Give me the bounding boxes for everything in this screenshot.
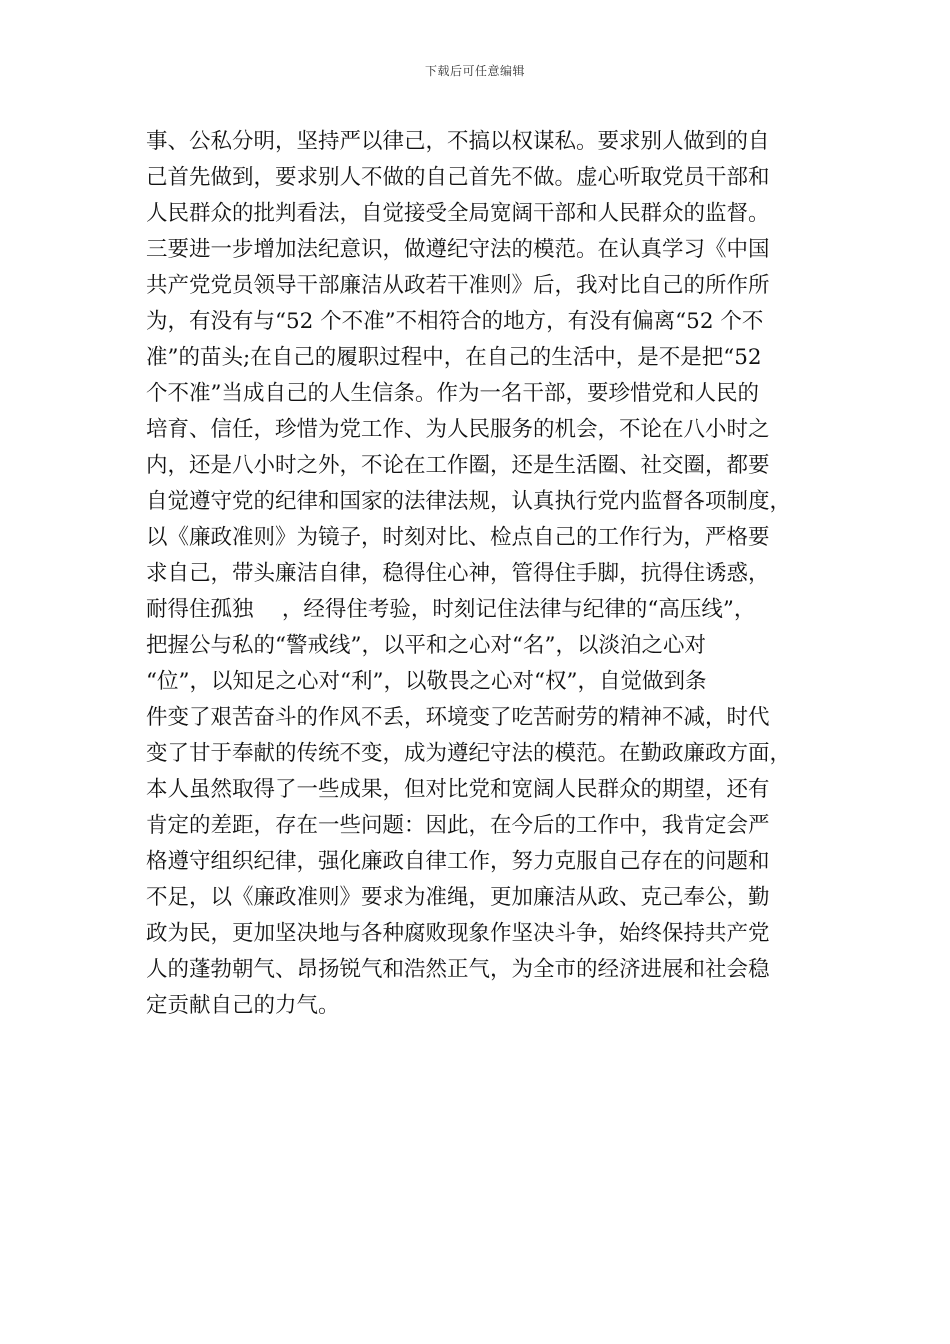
- text-line: 求自己，带头廉洁自律，稳得住心神，管得住手脚，抗得住诱惑，: [146, 561, 770, 586]
- text-line: 不足，以《廉政准则》要求为准绳，更加廉洁从政、克己奉公，勤: [146, 885, 770, 910]
- text-line: 定贡献自己的力气。: [146, 993, 340, 1018]
- text-line: 变了甘于奉献的传统不变，成为遵纪守法的模范。在勤政廉政方面，: [146, 741, 792, 766]
- body-paragraph: [146, 124, 826, 1024]
- text-line: “位”，以知足之心对“利”，以敬畏之心对“权”，自觉做到条: [146, 669, 707, 694]
- text-line: 格遵守组织纪律，强化廉政自律工作，努力克服自己存在的问题和: [146, 849, 770, 874]
- text-line: 自觉遵守党的纪律和国家的法律法规，认真执行党内监督各项制度，: [146, 489, 792, 514]
- text-line: 耐得住孤独 ，经得住考验，时刻记住法律与纪律的“高压线”，: [146, 597, 756, 622]
- text-line: 本人虽然取得了一些成果，但对比党和宽阔人民群众的期望，还有: [146, 777, 770, 802]
- text-line: 内，还是八小时之外，不论在工作圈，还是生活圈、社交圈，都要: [146, 453, 770, 478]
- text-line: 己首先做到，要求别人不做的自己首先不做。虚心听取党员干部和: [146, 165, 770, 190]
- text-line: 以《廉政准则》为镜子，时刻对比、检点自己的工作行为，严格要: [146, 525, 770, 550]
- text-line: 把握公与私的“警戒线”，以平和之心对“名”，以淡泊之心对: [146, 633, 706, 658]
- page-header: 下载后可任意编辑: [424, 64, 525, 78]
- text-line: 人民群众的批判看法，自觉接受全局宽阔干部和人民群众的监督。: [146, 201, 770, 226]
- text-line: 准”的苗头;在自己的履职过程中，在自己的生活中，是不是把“52: [146, 345, 762, 370]
- text-line: 共产党党员领导干部廉洁从政若干准则》后，我对比自己的所作所: [146, 273, 770, 298]
- text-line: 个不准”当成自己的人生信条。作为一名干部，要珍惜党和人民的: [146, 381, 759, 406]
- text-line: 肯定的差距，存在一些问题：因此，在今后的工作中，我肯定会严: [146, 813, 770, 838]
- text-line: 人的蓬勃朝气、昂扬锐气和浩然正气，为全市的经济进展和社会稳: [146, 957, 770, 982]
- text-line: 三要进一步增加法纪意识，做遵纪守法的模范。在认真学习《中国: [146, 237, 770, 262]
- text-line: 政为民，更加坚决地与各种腐败现象作坚决斗争，始终保持共产党: [146, 921, 770, 946]
- text-line: 件变了艰苦奋斗的作风不丢，环境变了吃苦耐劳的精神不减，时代: [146, 705, 770, 730]
- text-line: 为，有没有与“52 个不准”不相符合的地方，有没有偏离“52 个不: [146, 309, 764, 334]
- text-line: 培育、信任，珍惜为党工作、为人民服务的机会，不论在八小时之: [146, 417, 770, 442]
- text-line: 事、公私分明，坚持严以律己，不搞以权谋私。要求别人做到的自: [146, 129, 770, 154]
